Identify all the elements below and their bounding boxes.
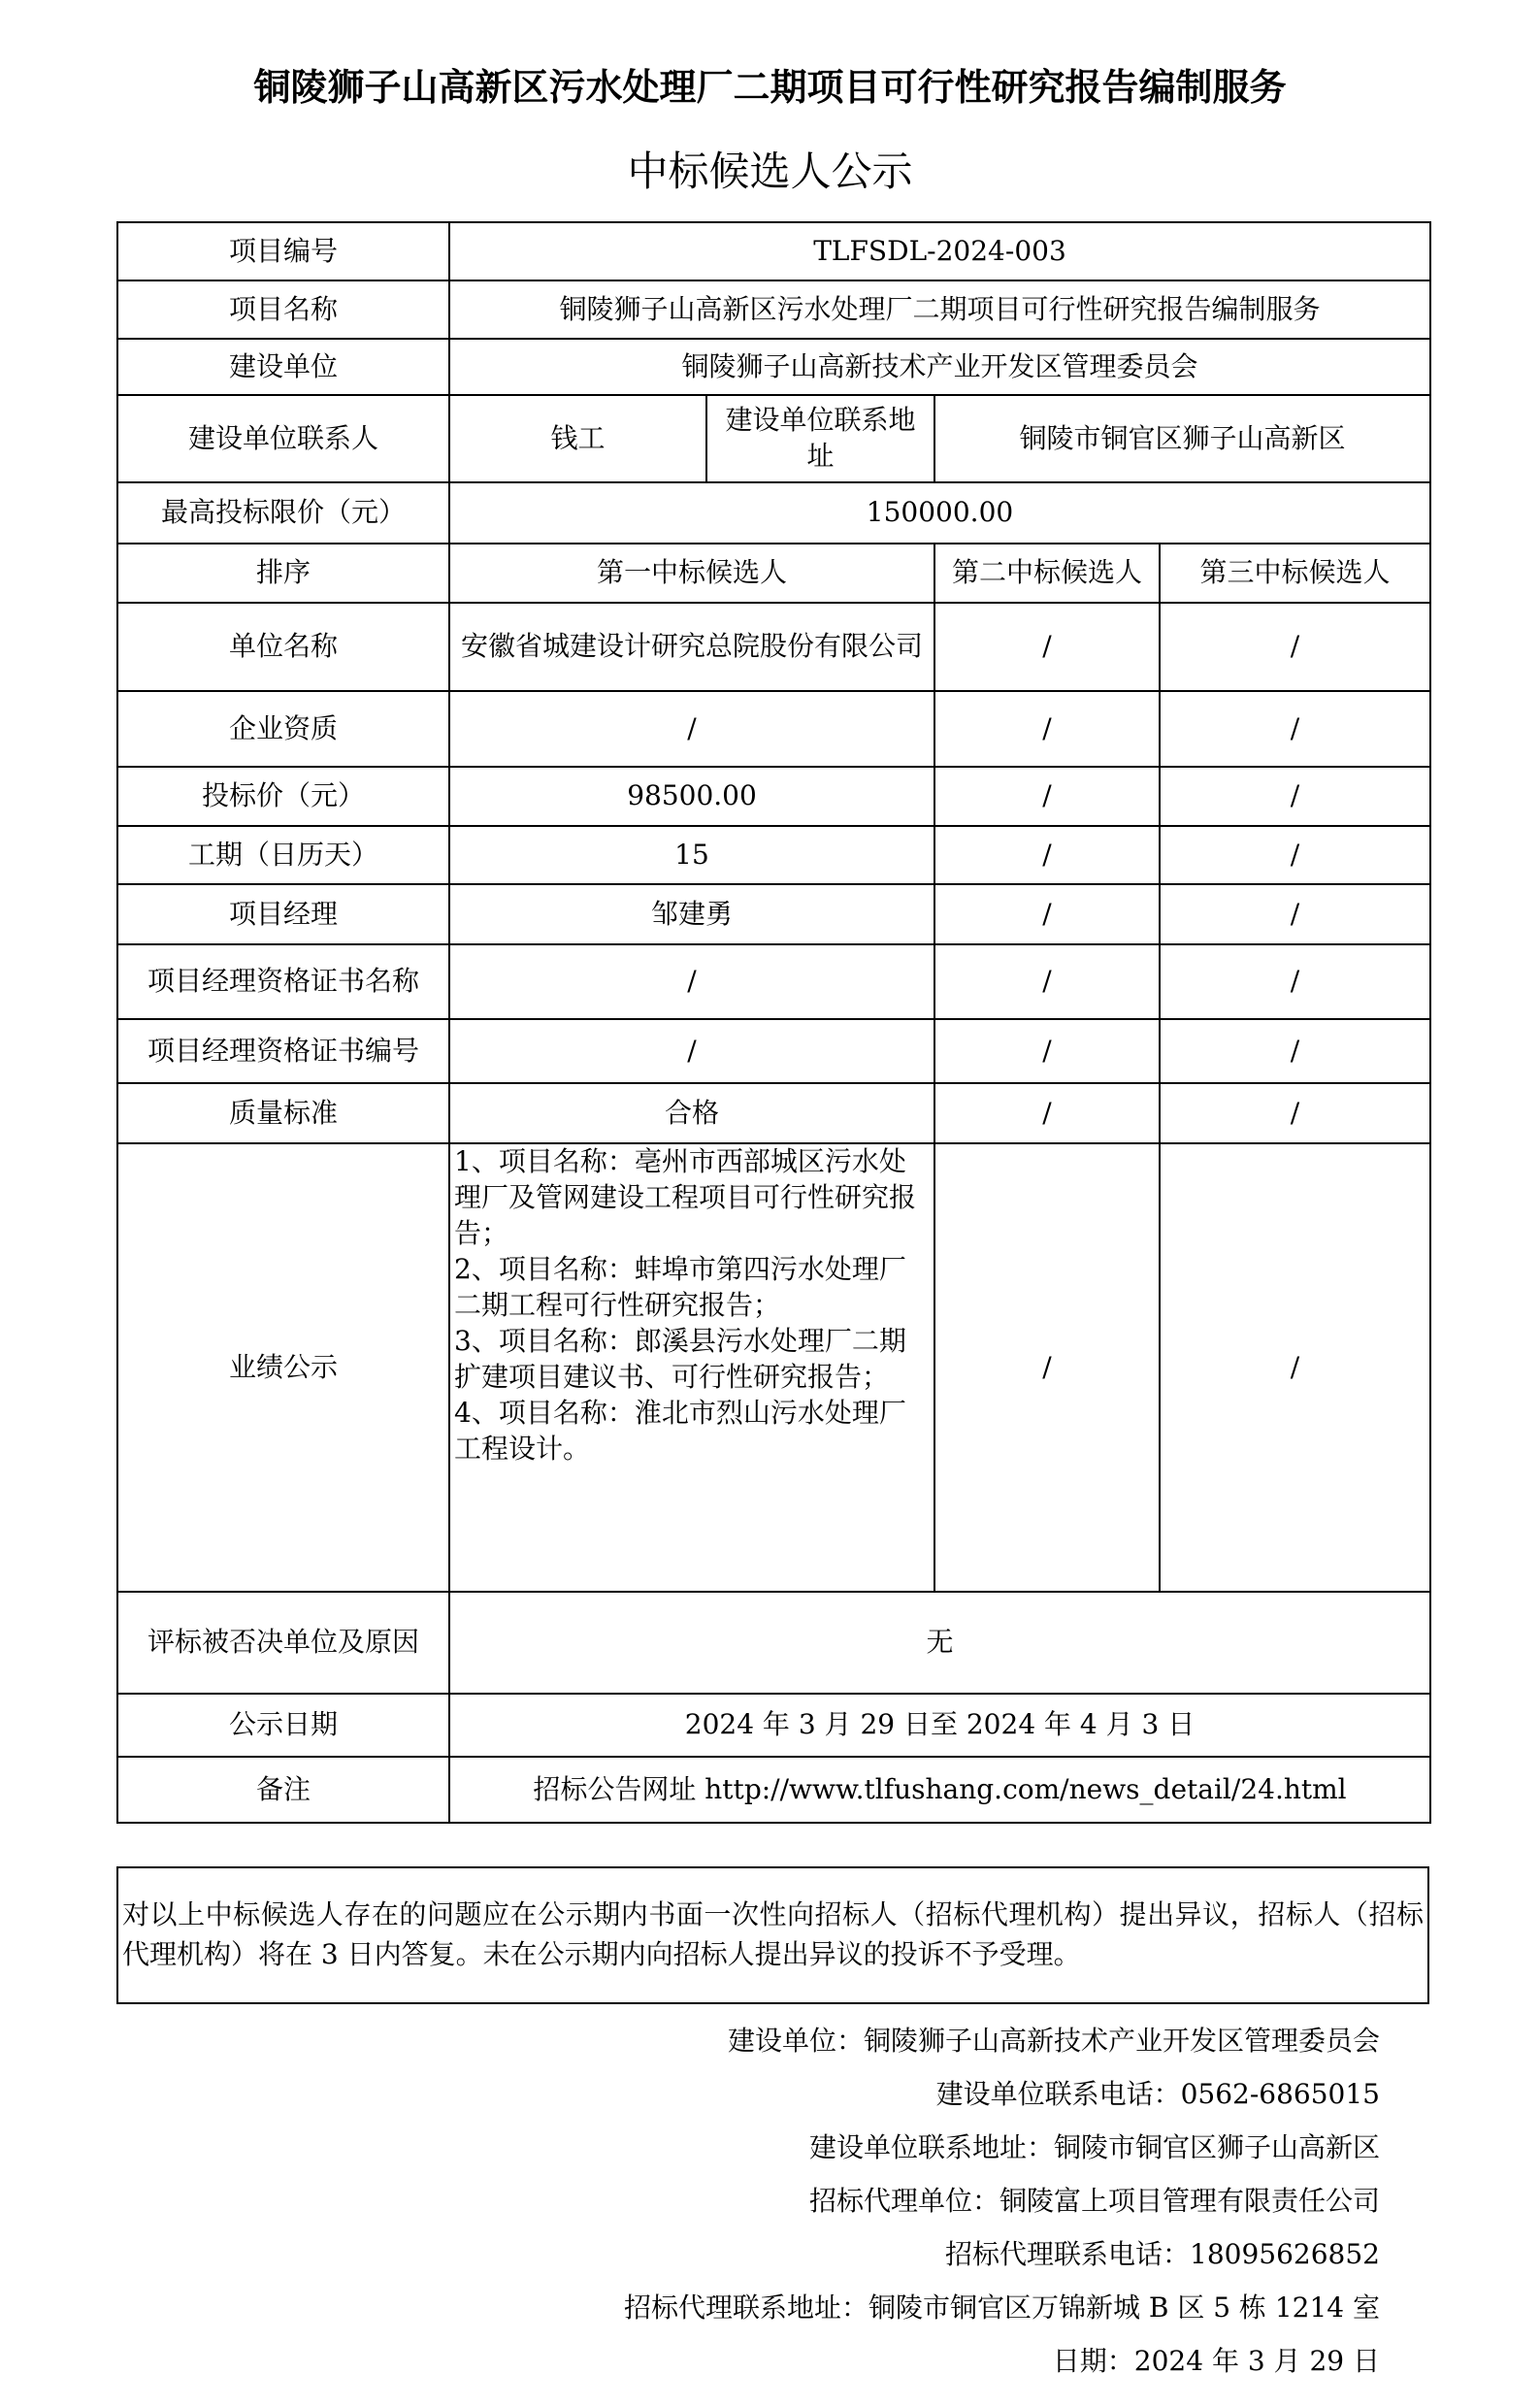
row-label: 投标价（元） (117, 767, 449, 826)
owner-value: 铜陵狮子山高新技术产业开发区管理委员会 (449, 339, 1430, 395)
footer-agency-phone: 招标代理联系电话：18095626852 (945, 2238, 1380, 2270)
footer-agency: 招标代理单位：铜陵富上项目管理有限责任公司 (808, 2185, 1380, 2217)
row-second-value: / (934, 884, 1160, 944)
table-row-qualification (117, 691, 1430, 767)
table-row-rejection (117, 1592, 1430, 1694)
footer-owner-address: 建设单位联系地址：铜陵市铜官区狮子山高新区 (808, 2131, 1380, 2163)
row-third-value: / (1160, 691, 1430, 767)
contact-value: 钱工 (449, 395, 706, 482)
table-row-rank (117, 544, 1430, 603)
row-third-value: / (1160, 767, 1430, 826)
performance-list (449, 1143, 934, 1592)
row-third-value: / (1160, 603, 1430, 691)
project-name-value: 铜陵狮子山高新区污水处理厂二期项目可行性研究报告编制服务 (449, 280, 1430, 339)
row-first-value: 合格 (449, 1083, 934, 1143)
row-label: 质量标准 (117, 1083, 449, 1143)
contact-address-label: 建设单位联系地址 (706, 395, 934, 482)
table-row-owner (117, 339, 1430, 395)
owner-label: 建设单位 (117, 339, 449, 395)
row-first-value: / (449, 691, 934, 767)
rejection-label: 评标被否决单位及原因 (117, 1592, 449, 1694)
table-row-publicity-date (117, 1694, 1430, 1757)
table-row-manager-cert-name (117, 944, 1430, 1019)
row-label: 企业资质 (117, 691, 449, 767)
row-second-value: / (934, 1019, 1160, 1083)
rank-first: 第一中标候选人 (449, 544, 934, 603)
row-second-value: / (934, 944, 1160, 1019)
table-row-company (117, 603, 1430, 691)
performance-second: / (934, 1143, 1160, 1592)
table-row-contact (117, 395, 1430, 482)
row-third-value: / (1160, 884, 1430, 944)
remark-label: 备注 (117, 1757, 449, 1823)
performance-item: 3、项目名称：郎溪县污水处理厂二期扩建项目建议书、可行性研究报告； (454, 1324, 906, 1393)
row-second-value: / (934, 1083, 1160, 1143)
row-first-value: / (449, 944, 934, 1019)
rejection-value: 无 (449, 1592, 1430, 1694)
performance-item: 4、项目名称：淮北市烈山污水处理厂工程设计。 (454, 1396, 906, 1465)
project-name-label: 项目名称 (117, 280, 449, 339)
performance-item: 1、项目名称：亳州市西部城区污水处理厂及管网建设工程项目可行性研究报告； (454, 1145, 917, 1249)
table-row-performance (117, 1143, 1430, 1592)
footer-agency-address: 招标代理联系地址：铜陵市铜官区万锦新城 B 区 5 栋 1214 室 (623, 2292, 1380, 2324)
row-label: 项目经理资格证书编号 (117, 1019, 449, 1083)
max-price-label: 最高投标限价（元） (117, 482, 449, 544)
performance-item: 2、项目名称：蚌埠市第四污水处理厂二期工程可行性研究报告； (454, 1252, 906, 1321)
row-label: 单位名称 (117, 603, 449, 691)
table-row-bid-price (117, 767, 1430, 826)
footer-owner: 建设单位：铜陵狮子山高新技术产业开发区管理委员会 (727, 2025, 1380, 2057)
table-row-max-price (117, 482, 1430, 544)
project-no-label: 项目编号 (117, 222, 449, 280)
row-label: 项目经理 (117, 884, 449, 944)
project-no-value: TLFSDL-2024-003 (449, 222, 1430, 280)
row-third-value: / (1160, 1019, 1430, 1083)
footer-date: 日期：2024 年 3 月 29 日 (1052, 2345, 1380, 2377)
table-row-quality (117, 1083, 1430, 1143)
candidate-table (116, 221, 1431, 1824)
row-first-value: 邹建勇 (449, 884, 934, 944)
row-label: 项目经理资格证书名称 (117, 944, 449, 1019)
rank-third: 第三中标候选人 (1160, 544, 1430, 603)
performance-label: 业绩公示 (117, 1143, 449, 1592)
row-third-value: / (1160, 1083, 1430, 1143)
row-second-value: / (934, 603, 1160, 691)
page-title: 铜陵狮子山高新区污水处理厂二期项目可行性研究报告编制服务 (253, 66, 1287, 109)
table-row-duration (117, 826, 1430, 884)
footer-signature (624, 2014, 1380, 2388)
publicity-date-value: 2024 年 3 月 29 日至 2024 年 4 月 3 日 (449, 1694, 1430, 1757)
max-price-value: 150000.00 (449, 482, 1430, 544)
table-row-project-name (117, 280, 1430, 339)
table-row-project-no (117, 222, 1430, 280)
rank-second: 第二中标候选人 (934, 544, 1160, 603)
contact-label: 建设单位联系人 (117, 395, 449, 482)
remark-value: 招标公告网址 http://www.tlfushang.com/news_detail/24.html (449, 1757, 1430, 1823)
row-second-value: / (934, 691, 1160, 767)
footer-owner-phone: 建设单位联系电话：0562-6865015 (935, 2078, 1380, 2110)
row-first-value: / (449, 1019, 934, 1083)
table-row-remark (117, 1757, 1430, 1823)
row-first-value: 安徽省城建设计研究总院股份有限公司 (449, 603, 934, 691)
page-subtitle: 中标候选人公示 (627, 148, 913, 195)
row-third-value: / (1160, 826, 1430, 884)
row-label: 工期（日历天） (117, 826, 449, 884)
publicity-date-label: 公示日期 (117, 1694, 449, 1757)
table-row-manager-cert-no (117, 1019, 1430, 1083)
row-first-value: 98500.00 (449, 767, 934, 826)
objection-notice-text: 对以上中标候选人存在的问题应在公示期内书面一次性向招标人（招标代理机构）提出异议，招标人（招标代理机构）将在 3 日内答复。未在公示期内向招标人提出异议的投诉不予受理。 (122, 1898, 1424, 1970)
row-first-value: 15 (449, 826, 934, 884)
contact-address-value: 铜陵市铜官区狮子山高新区 (934, 395, 1430, 482)
row-second-value: / (934, 767, 1160, 826)
row-third-value: / (1160, 944, 1430, 1019)
table-row-manager (117, 884, 1430, 944)
performance-third: / (1160, 1143, 1430, 1592)
row-second-value: / (934, 826, 1160, 884)
objection-notice-box (116, 1866, 1429, 2004)
rank-label: 排序 (117, 544, 449, 603)
